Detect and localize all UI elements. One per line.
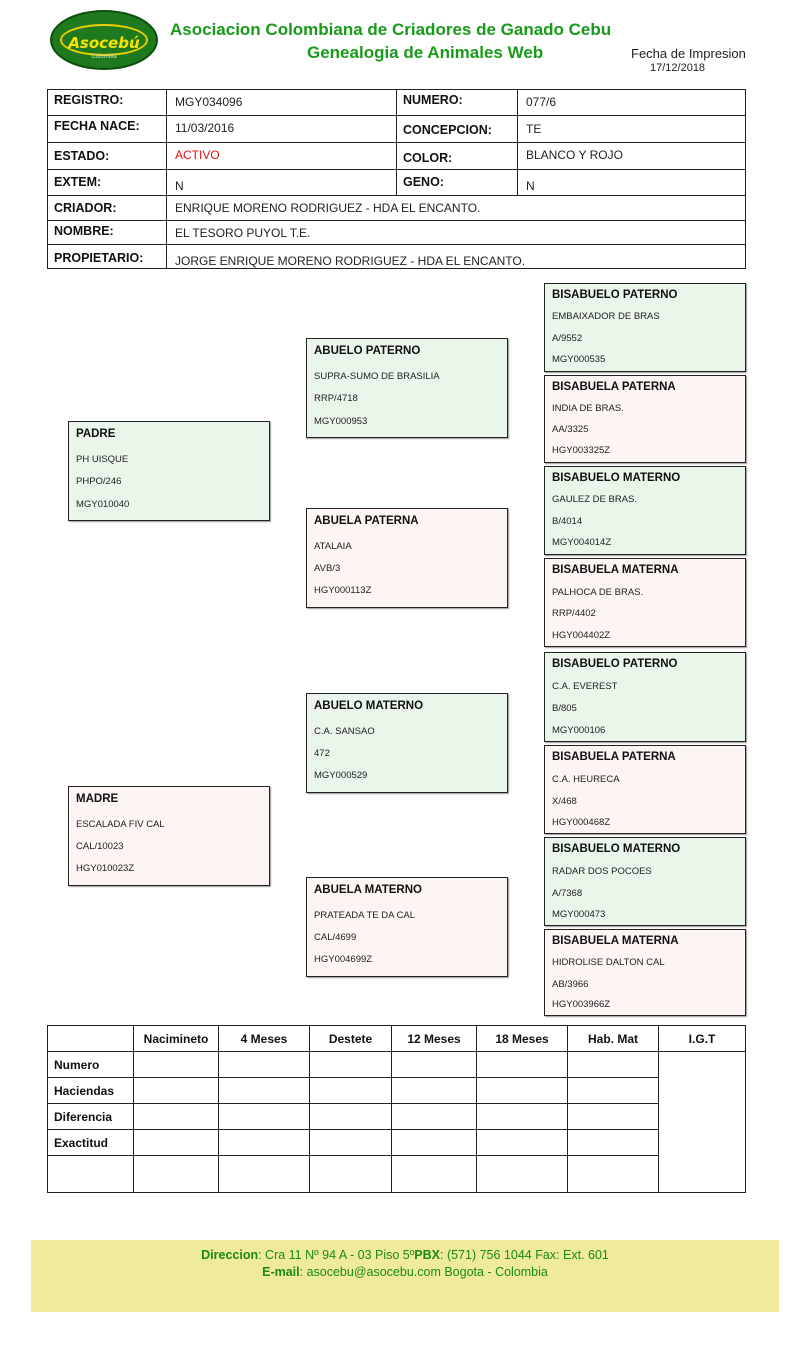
abuela-paterna-code: HGY000113Z bbox=[314, 585, 372, 596]
padre-name: PH UISQUE bbox=[76, 454, 129, 465]
numero-label: NUMERO: bbox=[396, 89, 518, 116]
bisabuelo-name-1: EMBAIXADOR DE BRAS bbox=[552, 311, 660, 322]
nombre-label: NOMBRE: bbox=[47, 220, 167, 245]
email-text[interactable]: : asocebu@asocebu.com Bogota - Colombia bbox=[299, 1265, 548, 1279]
table-row bbox=[48, 1104, 746, 1130]
row-label: Diferencia bbox=[48, 1104, 134, 1130]
color-value: BLANCO Y ROJO bbox=[517, 142, 746, 170]
abuelo-materno-code: MGY000529 bbox=[314, 770, 368, 781]
fecha-label: FECHA NACE: bbox=[47, 115, 167, 143]
bisabuelo-title-4: BISABUELA MATERNA bbox=[552, 564, 679, 576]
org-title: Asociacion Colombiana de Criadores de Ganado Cebu bbox=[170, 20, 612, 39]
abuela-paterna-title: ABUELA PATERNA bbox=[314, 515, 419, 527]
bisabuelo-reg-5: B/805 bbox=[552, 703, 577, 714]
column-header: 12 Meses bbox=[392, 1026, 477, 1052]
table-row bbox=[48, 1130, 746, 1156]
page-title: Genealogia de Animales Web bbox=[307, 43, 544, 62]
footer-contact bbox=[31, 1240, 779, 1312]
bisabuelo-name-4: PALHOCA DE BRAS. bbox=[552, 587, 644, 598]
bisabuelo-name-6: C.A. HEURECA bbox=[552, 774, 620, 785]
padre-code: MGY010040 bbox=[76, 499, 130, 510]
column-header: I.G.T bbox=[659, 1026, 746, 1052]
footer-email-line bbox=[31, 1265, 779, 1279]
bisabuelo-title-8: BISABUELA MATERNA bbox=[552, 935, 679, 947]
logo-text: Asocebú bbox=[68, 34, 140, 52]
criador-value: ENRIQUE MORENO RODRIGUEZ - HDA EL ENCANTO. bbox=[166, 195, 746, 221]
abuelo-paterno-code: MGY000953 bbox=[314, 416, 368, 427]
padre-box bbox=[68, 421, 270, 521]
madre-reg: CAL/10023 bbox=[76, 841, 124, 852]
abuela-materno-name: PRATEADA TE DA CAL bbox=[314, 910, 416, 921]
extem-label: EXTEM: bbox=[47, 169, 167, 196]
abuelo-paterno-name: SUPRA-SUMO DE BRASILIA bbox=[314, 371, 440, 382]
bisabuelo-title-3: BISABUELO MATERNO bbox=[552, 472, 681, 484]
bisabuelo-box-8 bbox=[544, 929, 746, 1016]
abuela-paterna-box bbox=[306, 508, 508, 608]
bisabuelo-code-1: MGY000535 bbox=[552, 354, 606, 365]
igt-cell bbox=[659, 1052, 746, 1193]
row-label: Numero bbox=[48, 1052, 134, 1078]
bisabuelo-name-5: C.A. EVEREST bbox=[552, 681, 618, 692]
color-label: COLOR: bbox=[396, 142, 518, 170]
table-row bbox=[48, 1156, 746, 1193]
table-corner-cell bbox=[48, 1026, 134, 1052]
padre-title: PADRE bbox=[76, 428, 116, 440]
email-label: E-mail bbox=[262, 1265, 300, 1279]
column-header: Destete bbox=[310, 1026, 392, 1052]
column-header: 18 Meses bbox=[477, 1026, 568, 1052]
abuela-paterna-name: ATALAIA bbox=[314, 541, 352, 552]
bisabuelo-code-2: HGY003325Z bbox=[552, 445, 611, 456]
address-text: : Cra 11 Nº 94 A - 03 Piso 5º bbox=[258, 1248, 415, 1262]
logo-subtext: Colombia bbox=[91, 54, 117, 60]
bisabuelo-code-4: HGY004402Z bbox=[552, 630, 611, 641]
bisabuelo-reg-4: RRP/4402 bbox=[552, 608, 596, 619]
madre-code: HGY010023Z bbox=[76, 863, 135, 874]
bisabuelo-box-4 bbox=[544, 558, 746, 647]
numero-value: 077/6 bbox=[517, 89, 746, 116]
bisabuelo-reg-7: A/7368 bbox=[552, 888, 583, 899]
asocebu-logo bbox=[50, 10, 158, 70]
print-date-label: Fecha de Impresion bbox=[631, 46, 746, 61]
nombre-value: EL TESORO PUYOL T.E. bbox=[166, 220, 746, 245]
madre-name: ESCALADA FIV CAL bbox=[76, 819, 165, 830]
column-header: 4 Meses bbox=[219, 1026, 310, 1052]
bisabuelo-name-2: INDIA DE BRAS. bbox=[552, 403, 624, 414]
row-label: Exactitud bbox=[48, 1130, 134, 1156]
bisabuelo-title-6: BISABUELA PATERNA bbox=[552, 751, 676, 763]
abuelo-materno-title: ABUELO MATERNO bbox=[314, 700, 424, 712]
bisabuelo-code-8: HGY003966Z bbox=[552, 999, 611, 1010]
abuelo-paterno-reg: RRP/4718 bbox=[314, 393, 358, 404]
bisabuelo-name-8: HIDROLISE DALTON CAL bbox=[552, 957, 665, 968]
estado-value: ACTIVO bbox=[166, 142, 397, 170]
madre-box bbox=[68, 786, 270, 886]
bisabuelo-code-3: MGY004014Z bbox=[552, 537, 612, 548]
bisabuelo-code-5: MGY000106 bbox=[552, 725, 606, 736]
bisabuelo-name-3: GAULEZ DE BRAS. bbox=[552, 494, 637, 505]
row-label: Haciendas bbox=[48, 1078, 134, 1104]
pbx-text: : (571) 756 1044 Fax: Ext. 601 bbox=[440, 1248, 609, 1262]
abuelo-materno-box bbox=[306, 693, 508, 793]
address-label: Direccion bbox=[201, 1248, 259, 1262]
abuela-materno-title: ABUELA MATERNO bbox=[314, 884, 422, 896]
abuela-materno-reg: CAL/4699 bbox=[314, 932, 357, 943]
table-row bbox=[48, 1052, 746, 1078]
bisabuelo-name-7: RADAR DOS POCOES bbox=[552, 866, 652, 877]
concepcion-label: CONCEPCION: bbox=[396, 115, 518, 143]
registro-label: REGISTRO: bbox=[47, 89, 167, 116]
abuela-materno-code: HGY004699Z bbox=[314, 954, 373, 965]
bisabuelo-reg-2: AA/3325 bbox=[552, 424, 589, 435]
bisabuelo-code-7: MGY000473 bbox=[552, 909, 606, 920]
bisabuelo-reg-1: A/9552 bbox=[552, 333, 583, 344]
extem-value: N bbox=[166, 169, 397, 196]
bisabuelo-box-3 bbox=[544, 466, 746, 555]
registro-value: MGY034096 bbox=[166, 89, 397, 116]
bisabuelo-title-1: BISABUELO PATERNO bbox=[552, 289, 678, 301]
bisabuelo-reg-6: X/468 bbox=[552, 796, 577, 807]
madre-title: MADRE bbox=[76, 793, 119, 805]
footer-address-line bbox=[31, 1248, 779, 1262]
estado-label: ESTADO: bbox=[47, 142, 167, 170]
propietario-value: JORGE ENRIQUE MORENO RODRIGUEZ - HDA EL ENCANTO. bbox=[166, 244, 746, 269]
bisabuelo-box-1 bbox=[544, 283, 746, 372]
propietario-label: PROPIETARIO: bbox=[47, 244, 167, 269]
column-header: Hab. Mat bbox=[568, 1026, 659, 1052]
bisabuelo-reg-3: B/4014 bbox=[552, 516, 583, 527]
bisabuelo-reg-8: AB/3966 bbox=[552, 979, 589, 990]
abuelo-paterno-title: ABUELO PATERNO bbox=[314, 345, 421, 357]
geno-value: N bbox=[517, 169, 746, 196]
print-date: 17/12/2018 bbox=[650, 62, 706, 74]
bisabuelo-title-7: BISABUELO MATERNO bbox=[552, 843, 681, 855]
abuelo-materno-reg: 472 bbox=[314, 748, 330, 759]
abuela-materno-box bbox=[306, 877, 508, 977]
geno-label: GENO: bbox=[396, 169, 518, 196]
bisabuelo-title-2: BISABUELA PATERNA bbox=[552, 381, 676, 393]
abuelo-paterno-box bbox=[306, 338, 508, 438]
concepcion-value: TE bbox=[517, 115, 746, 143]
abuela-paterna-reg: AVB/3 bbox=[314, 563, 341, 574]
bisabuelo-box-2 bbox=[544, 375, 746, 463]
bisabuelo-box-5 bbox=[544, 652, 746, 742]
bisabuelo-box-7 bbox=[544, 837, 746, 926]
table-row bbox=[48, 1078, 746, 1104]
bisabuelo-box-6 bbox=[544, 745, 746, 834]
column-header: Nacimineto bbox=[134, 1026, 219, 1052]
padre-reg: PHPO/246 bbox=[76, 476, 122, 487]
performance-table bbox=[47, 1025, 746, 1193]
pbx-label: PBX bbox=[414, 1248, 440, 1262]
abuelo-materno-name: C.A. SANSAO bbox=[314, 726, 375, 737]
criador-label: CRIADOR: bbox=[47, 195, 167, 221]
fecha-value: 11/03/2016 bbox=[166, 115, 397, 143]
bisabuelo-code-6: HGY000468Z bbox=[552, 817, 611, 828]
table-header-row bbox=[48, 1026, 746, 1052]
bisabuelo-title-5: BISABUELO PATERNO bbox=[552, 658, 678, 670]
